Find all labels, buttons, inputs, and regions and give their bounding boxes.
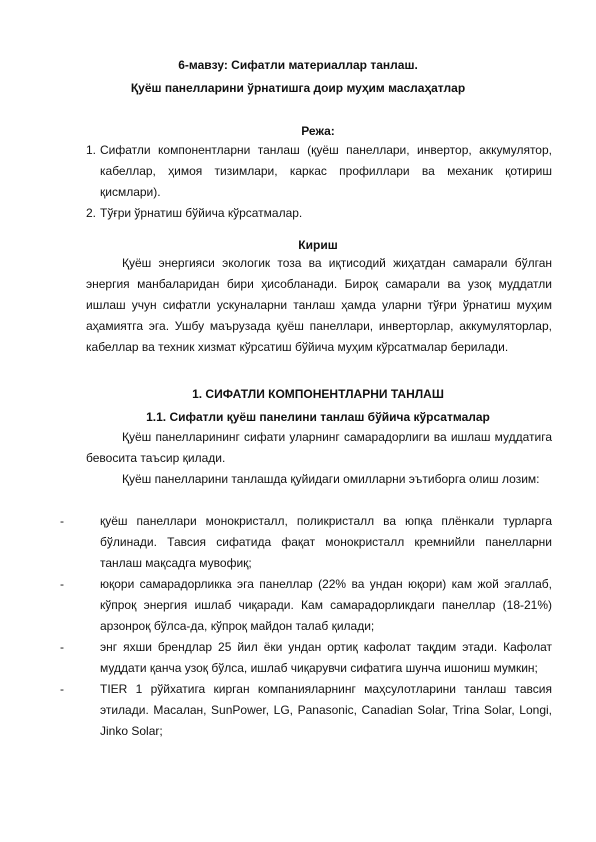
- body-paragraph: Қуёш панелларининг сифати уларнинг самарадорлиги ва ишлаш муддатига бевосита таъсир қилади.: [86, 430, 552, 465]
- intro-paragraph: Қуёш энергияси экологик тоза ва иқтисодий жиҳатдан самарали бўлган энергия манбаларидан бири ҳисобланади. Бироқ самарали ва узоқ муддатли ишлаш учун сифатли ускуналарни танлаш ҳамда уларни тўғри ўрнатиш муҳим аҳамиятга эга. Ушбу маърузада қуёш панеллари, инверторлар, аккумуляторлар, кабеллар ва техник хизмат кўрсатиш бўйича муҳим кўрсатмалар берилади.: [86, 256, 552, 354]
- intro-heading: Кириш: [298, 238, 338, 252]
- plan-item-number: 1.: [86, 143, 97, 157]
- plan-list: [86, 140, 552, 224]
- bullet-dash: -: [60, 577, 64, 591]
- document-subtitle: Қуёш панелларини ўрнатишга доир муҳим маслаҳатлар: [130, 81, 466, 95]
- plan-heading: Режа:: [301, 124, 335, 138]
- plan-item: [86, 140, 552, 203]
- section-heading: 1. СИФАТЛИ КОМПОНЕНТЛАРНИ ТАНЛАШ: [192, 387, 444, 401]
- bullet-item: [60, 637, 552, 679]
- body-paragraph: Қуёш панелларини танлашда қуйидаги омилларни эътиборга олиш лозим:: [122, 472, 540, 486]
- bullet-text: қуёш панеллари монокристалл, поликристалл ва юпқа плёнкали турларга бўлинади. Тавсия сифатида фақат монокристалл кремнийли панелларни танлаш мақсадга мувофиқ;: [100, 514, 552, 570]
- bullet-dash: -: [60, 682, 64, 696]
- document-title: 6-мавзу: Сифатли материаллар танлаш.: [178, 58, 418, 72]
- plan-item: [86, 203, 552, 224]
- bullet-text: энг яхши брендлар 25 йил ёки ундан ортиқ кафолат тақдим этади. Кафолат муддати қанча узоқ бўлса, ишлаб чиқарувчи сифатига шунча ишониш мумкин;: [100, 640, 552, 675]
- bullet-dash: -: [60, 514, 64, 528]
- bullet-text: юқори самарадорликка эга панеллар (22% ва ундан юқори) кам жой эгаллаб, кўпроқ энергия ишлаб чиқаради. Кам самарадорликдаги панеллар (18-21%) арзонроқ бўлса-да, кўпроқ майдон талаб қилади;: [100, 577, 552, 633]
- plan-item-text: Тўғри ўрнатиш бўйича кўрсатмалар.: [100, 206, 303, 220]
- plan-item-number: 2.: [86, 206, 97, 220]
- bullet-list: [60, 511, 552, 742]
- bullet-dash: -: [60, 640, 64, 654]
- subsection-heading: 1.1. Сифатли қуёш панелини танлаш бўйича кўрсатмалар: [146, 410, 490, 424]
- bullet-item: [60, 679, 552, 742]
- bullet-text: TIER 1 рўйхатига кирган компанияларнинг маҳсулотларини танлаш тавсия этилади. Масалан, SunPower, LG, Panasonic, Canadian Solar, Trina Solar, Longi, Jinko Solar;: [100, 682, 552, 738]
- plan-item-text: Сифатли компонентларни танлаш (қуёш панеллари, инвертор, аккумулятор, кабеллар, ҳимоя тизимлари, каркас профиллари ва механик қотириш қисмлари).: [100, 143, 552, 199]
- bullet-item: [60, 511, 552, 574]
- bullet-item: [60, 574, 552, 637]
